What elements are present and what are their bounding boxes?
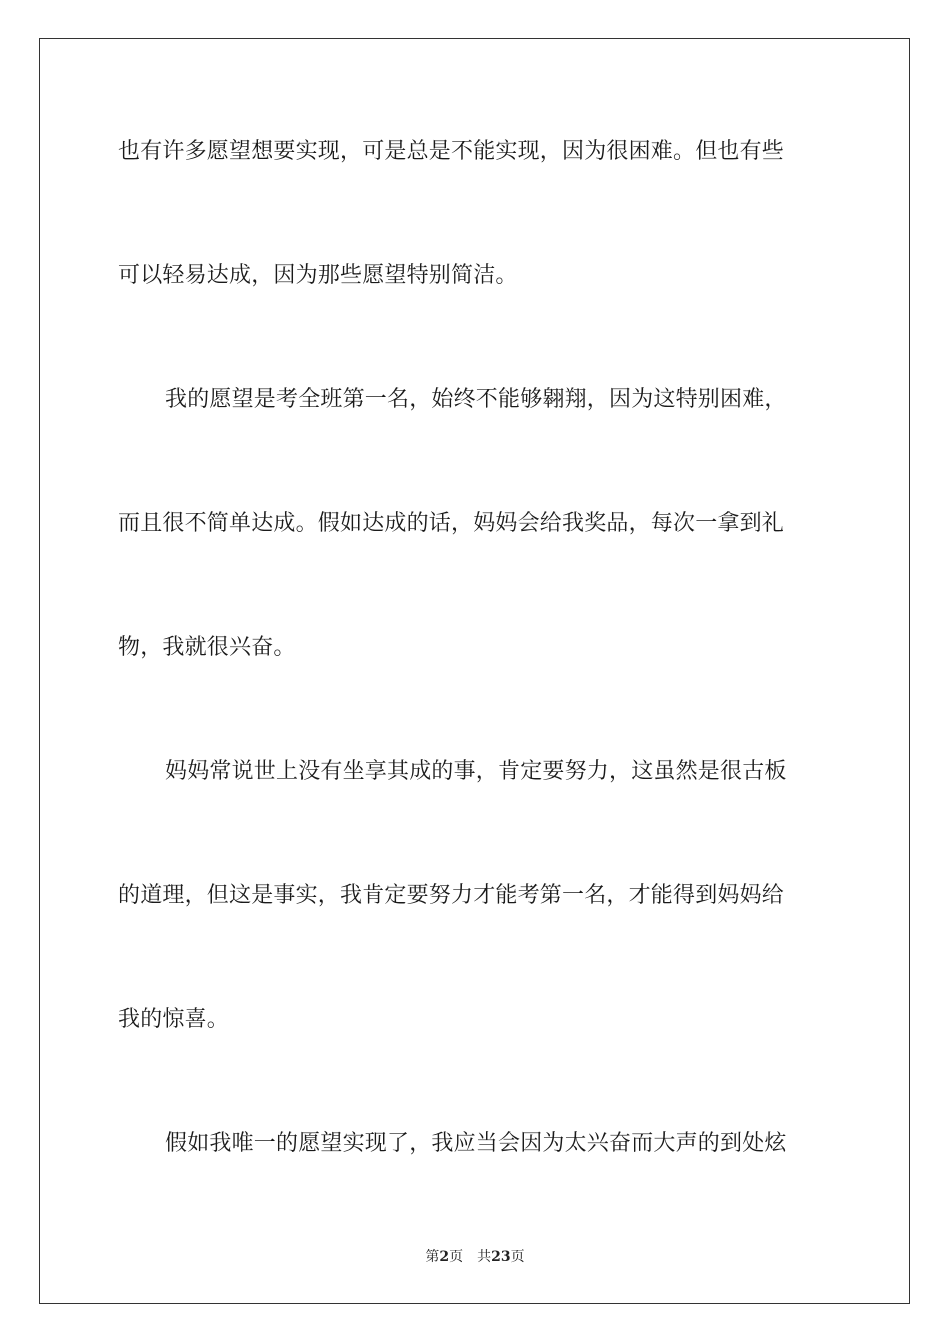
- paragraph-line: 也有许多愿望想要实现，可是总是不能实现，因为很困难。但也有些: [118, 139, 785, 164]
- page-prefix: 第: [425, 1249, 440, 1265]
- page-border: [39, 38, 910, 1304]
- paragraph-line: 我的愿望是考全班第一名，始终不能够翱翔，因为这特别困难，: [165, 387, 787, 412]
- paragraph-line: 而且很不简单达成。假如达成的话，妈妈会给我奖品，每次一拿到礼: [118, 511, 785, 536]
- paragraph-line: 物，我就很兴奋。: [118, 635, 296, 660]
- paragraph-line: 我的惊喜。: [118, 1007, 230, 1032]
- page-suffix: 页: [449, 1249, 464, 1265]
- paragraph-line: 可以轻易达成，因为那些愿望特别简洁。: [118, 263, 518, 288]
- paragraph-line: 妈妈常说世上没有坐享其成的事，肯定要努力，这虽然是很古板: [165, 759, 787, 784]
- paragraph-line: 假如我唯一的愿望实现了，我应当会因为太兴奋而大声的到处炫: [165, 1131, 787, 1156]
- page-number: 2: [439, 1249, 450, 1265]
- total-suffix: 页: [510, 1249, 525, 1265]
- page-footer: [0, 1248, 950, 1266]
- paragraph-line: 的道理，但这是事实，我肯定要努力才能考第一名，才能得到妈妈给: [118, 883, 785, 908]
- total-prefix: 共: [477, 1249, 492, 1265]
- total-pages: 23: [491, 1249, 511, 1265]
